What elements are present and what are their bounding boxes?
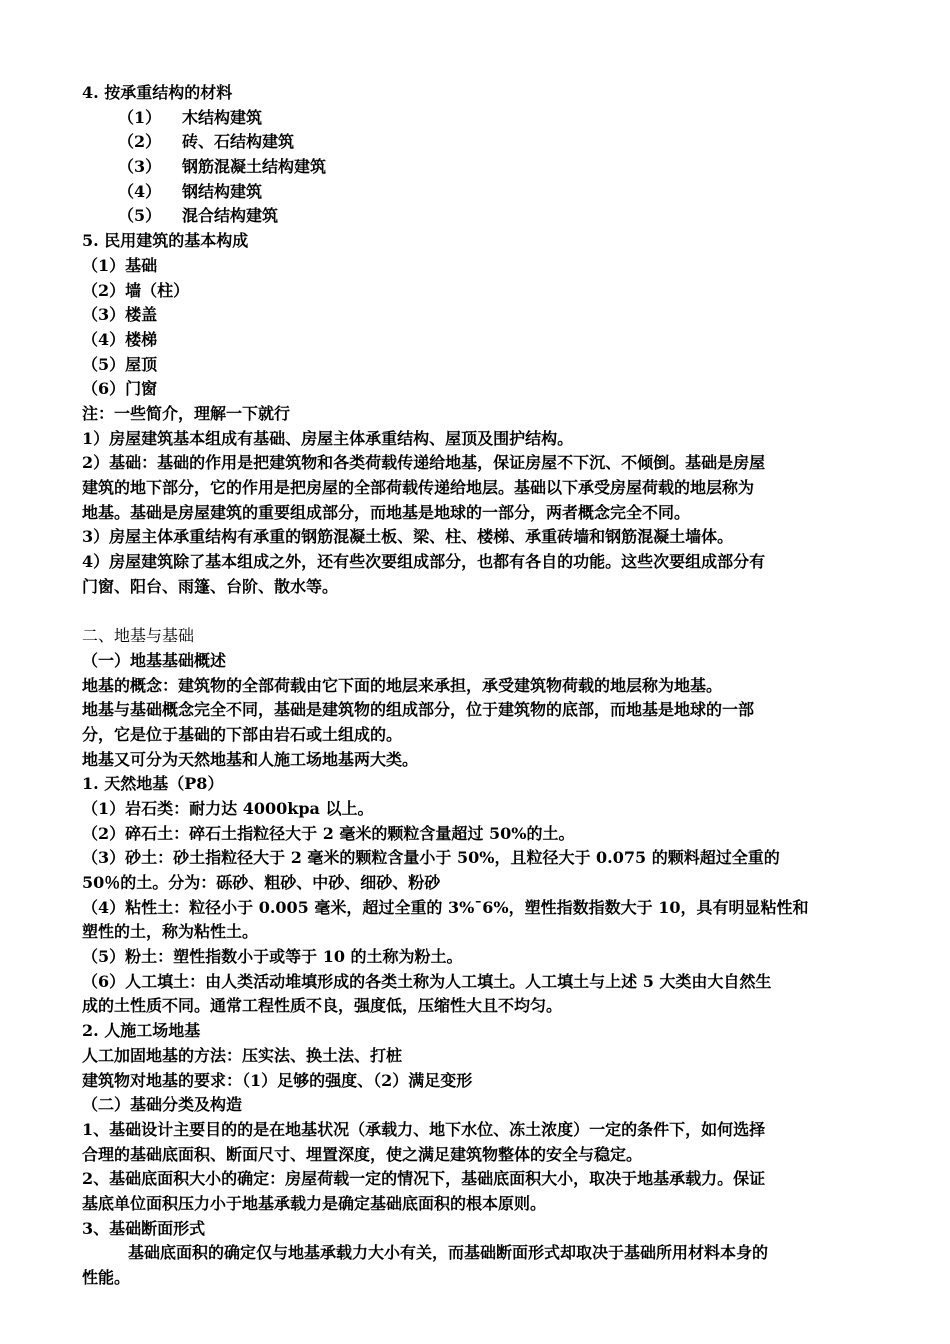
heading-load-bearing-materials: 4. 按承重结构的材料 <box>82 83 233 102</box>
text-line: 性能。 <box>82 1268 131 1287</box>
text-line: 2、基础底面积大小的确定：房屋荷载一定的情况下，基础底面积大小，取决于地基承载力。保证 <box>82 1169 766 1189</box>
paragraph-line: 门窗、阳台、雨篷、台阶、散水等。 <box>82 576 339 596</box>
list-item: （1）基础 <box>82 255 158 275</box>
indented-paragraph-line: 基础底面积的确定仅与地基承载力大小有关，而基础断面形式却取决于基础所用材料本身的 <box>128 1243 769 1263</box>
list-number: （2） <box>118 132 162 152</box>
list-item <box>82 180 890 205</box>
text-line: （二）基础分类及构造 <box>82 1095 243 1115</box>
text-line: 50％的土。分为：砾砂、粗砂、中砂、细砂、粉砂 <box>82 873 441 892</box>
list-text: 砖、石结构建筑 <box>182 132 295 152</box>
paragraph-line: 3）房屋主体承重结构有承重的钢筋混凝土板、梁、柱、楼梯、承重砖墙和钢筋混凝土墙体。 <box>82 527 734 547</box>
text-line: 建筑物对地基的要求：（1）足够的强度、（2）满足变形 <box>82 1070 473 1090</box>
text-line: 地基的概念：建筑物的全部荷载由它下面的地层来承担，承受建筑物荷载的地层称为地基。 <box>82 675 723 695</box>
blank-line <box>82 599 890 624</box>
list-text: 混合结构建筑 <box>182 206 279 226</box>
text-line: 1. 天然地基（P8） <box>82 774 224 794</box>
list-item <box>82 155 890 180</box>
note-line: 注：一些简介，理解一下就行 <box>82 403 291 423</box>
list-item: （4）楼梯 <box>82 329 158 349</box>
text-line: （一）地基基础概述 <box>82 650 227 670</box>
text-line: 基底单位面积压力小于地基承载力是确定基础底面积的根本原则。 <box>82 1193 547 1213</box>
list-item: （5）屋顶 <box>82 354 158 374</box>
list-text: 钢结构建筑 <box>182 181 263 201</box>
text-line: 人工加固地基的方法：压实法、换土法、打桩 <box>82 1045 403 1065</box>
text-line: 2. 人施工场地基 <box>82 1021 201 1041</box>
text-line: （1）岩石类：耐力达 4000kpa 以上。 <box>82 798 374 818</box>
heading-civil-building-components: 5. 民用建筑的基本构成 <box>82 231 249 251</box>
paragraph-line: 地基。基础是房屋建筑的重要组成部分，而地基是地球的一部分，两者概念完全不同。 <box>82 502 691 522</box>
text-line: 地基又可分为天然地基和人施工场地基两大类。 <box>82 749 419 769</box>
text-line: （3）砂土：砂土指粒径大于 2 毫米的颗粒含量小于 50%，且粒径大于 0.075 的颗料超过全重的 <box>82 848 780 868</box>
text-line: （4）粘性土：粒径小于 0.005 毫米，超过全重的 3%¯6%，塑性指数指数大于 10，具有明显粘性和 <box>82 897 809 917</box>
text-line: 成的土性质不同。通常工程性质不良，强度低，压缩性大且不均匀。 <box>82 996 563 1016</box>
text-line: （6）人工填土：由人类活动堆填形成的各类土称为人工填土。人工填土与上述 5 大类由大自然生 <box>82 971 772 991</box>
paragraph-line: 2）基础：基础的作用是把建筑物和各类荷载传递给地基，保证房屋不下沉、不倾倒。基础是房屋 <box>82 453 766 473</box>
paragraph-line: 建筑的地下部分，它的作用是把房屋的全部荷载传递给地层。基础以下承受房屋荷载的地层称为 <box>82 478 755 497</box>
text-line: （5）粉土：塑性指数小于或等于 10 的土称为粉土。 <box>82 947 463 967</box>
list-number: （1） <box>118 107 162 127</box>
list-item <box>82 106 890 131</box>
list-item <box>82 204 890 229</box>
text-line: 3、基础断面形式 <box>82 1218 206 1238</box>
paragraph-line: 1）房屋建筑基本组成有基础、房屋主体承重结构、屋顶及围护结构。 <box>82 428 574 448</box>
list-number: （5） <box>118 206 162 226</box>
list-item: （2）墙（柱） <box>82 280 190 300</box>
list-item <box>82 130 890 155</box>
list-text: 木结构建筑 <box>182 107 263 127</box>
list-item: （3）楼盖 <box>82 305 158 325</box>
list-text: 钢筋混凝土结构建筑 <box>182 157 327 177</box>
section-title-foundation: 二、地基与基础 <box>82 626 195 646</box>
list-number: （3） <box>118 157 162 177</box>
text-line: 塑性的土，称为粘性土。 <box>82 922 259 942</box>
list-item: （6）门窗 <box>82 379 158 399</box>
list-number: （4） <box>118 181 162 201</box>
paragraph-line: 4）房屋建筑除了基本组成之外，还有些次要组成部分，也都有各自的功能。这些次要组成部分有 <box>82 552 766 572</box>
text-line: 合理的基础底面积、断面尺寸、埋置深度，使之满足建筑物整体的安全与稳定。 <box>82 1144 643 1164</box>
text-line: （2）碎石土：碎石土指粒径大于 2 毫米的颗粒含量超过 50%的土。 <box>82 823 575 843</box>
text-line: 分，它是位于基础的下部由岩石或土组成的。 <box>82 724 403 744</box>
text-line: 1、基础设计主要目的的是在地基状况（承载力、地下水位、冻土浓度）一定的条件下，如何选择 <box>82 1119 766 1139</box>
text-line: 地基与基础概念完全不同，基础是建筑物的组成部分，位于建筑物的底部，而地基是地球的一部 <box>82 700 755 720</box>
